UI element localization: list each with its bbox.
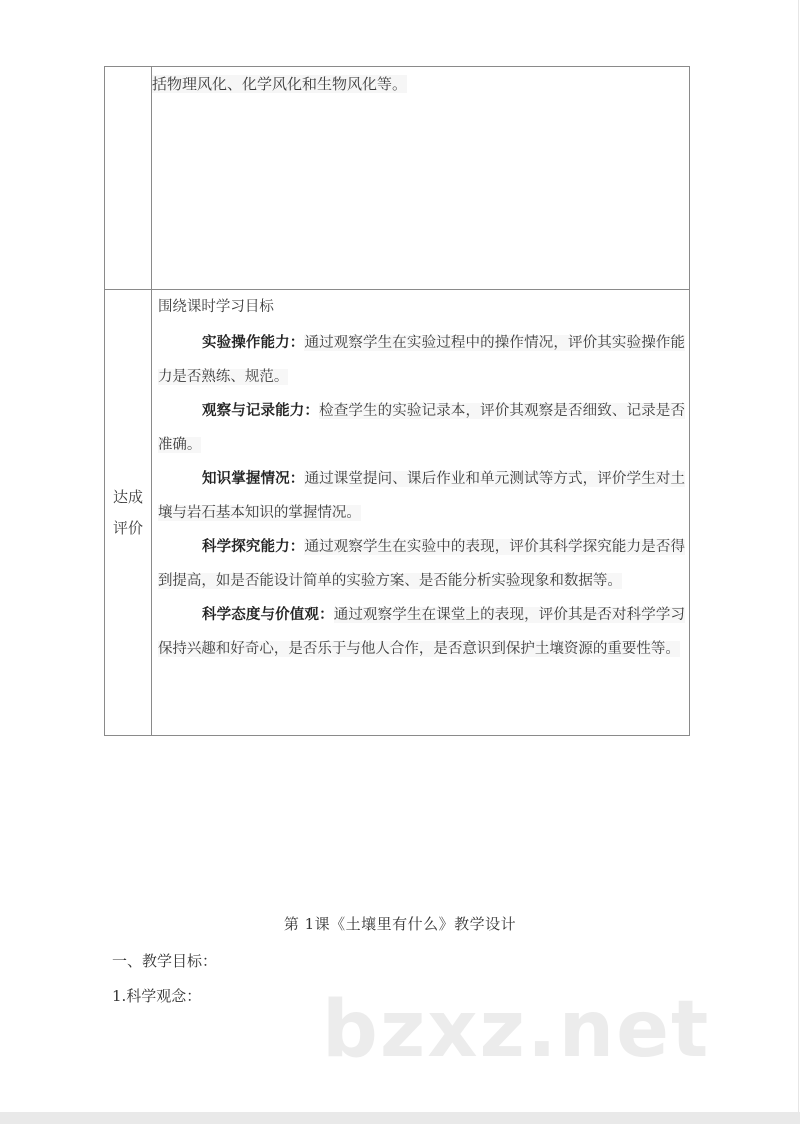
row-content-cell xyxy=(151,290,689,736)
evaluation-item xyxy=(158,326,685,394)
item-lead: 知识掌握情况： xyxy=(201,470,305,487)
evaluation-item xyxy=(158,394,685,462)
item-lead: 观察与记录能力： xyxy=(201,402,320,419)
subsection-heading: 1.科学观念： xyxy=(112,987,202,1005)
table-row xyxy=(105,290,690,736)
intro-text: 围绕课时学习目标 xyxy=(157,299,274,315)
row-content-cell xyxy=(151,67,689,290)
watermark: bzxz.net xyxy=(322,985,711,1075)
item-lead: 科学探究能力： xyxy=(201,538,305,555)
row-label-cell xyxy=(105,290,152,736)
next-page xyxy=(0,1124,800,1134)
item-text: 通过课堂提问、课后作业和单元测试等方式，评价学生对土壤与岩石基本知识的掌握情况。 xyxy=(157,471,685,521)
lesson-title: 第 1课《土壤里有什么》教学设计 xyxy=(283,915,517,933)
item-lead: 实验操作能力： xyxy=(201,334,305,351)
evaluation-item xyxy=(158,598,685,666)
table-row xyxy=(105,67,690,290)
continued-text: 括物理风化、化学风化和生物风化等。 xyxy=(151,75,407,93)
evaluation-table xyxy=(104,66,690,736)
page-separator xyxy=(0,1112,800,1124)
item-text: 通过观察学生在课堂上的表现，评价其是否对科学学习保持兴趣和好奇心，是否乐于与他人合作，是否意识到保护土壤资源的重要性等。 xyxy=(157,607,686,657)
row-label-cell xyxy=(105,67,152,290)
row-label-line1: 达成 xyxy=(112,487,143,506)
evaluation-item xyxy=(158,530,685,598)
section-heading: 一、教学目标： xyxy=(112,952,218,970)
item-lead: 科学态度与价值观： xyxy=(201,606,334,623)
item-text: 检查学生的实验记录本，评价其观察是否细致、记录是否准确。 xyxy=(157,403,685,453)
item-text: 通过观察学生在实验中的表现，评价其科学探究能力是否得到提高，如是否能设计简单的实验方案、是否能分析实验现象和数据等。 xyxy=(157,539,685,589)
row-label-line2: 评价 xyxy=(112,518,143,537)
evaluation-item xyxy=(158,462,685,530)
item-text: 通过观察学生在实验过程中的操作情况，评价其实验操作能力是否熟练、规范。 xyxy=(157,335,685,385)
